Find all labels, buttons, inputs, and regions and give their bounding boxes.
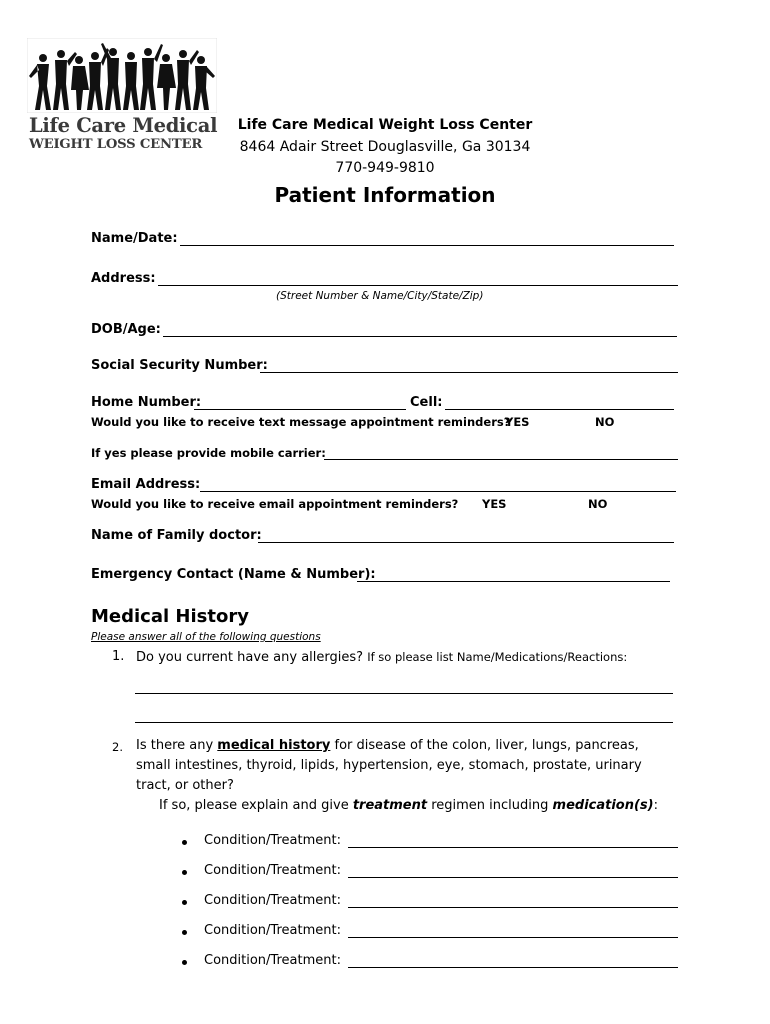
condition-field-5[interactable] — [348, 967, 678, 968]
dob-age-field[interactable] — [163, 336, 677, 337]
condition-field-4[interactable] — [348, 937, 678, 938]
mobile-carrier-field[interactable] — [324, 459, 678, 460]
page-title: Patient Information — [274, 183, 496, 207]
address-label: Address: — [91, 271, 156, 286]
question-1-number: 1. — [112, 649, 125, 664]
condition-label-5: Condition/Treatment: — [204, 953, 341, 968]
name-date-label: Name/Date: — [91, 231, 178, 246]
question-1-text: Do you current have any allergies? — [136, 650, 364, 665]
ssn-field[interactable] — [260, 372, 678, 373]
explain-text-middle: regimen including — [427, 798, 553, 813]
question-1 — [136, 647, 627, 668]
text-reminder-question: Would you like to receive text message appointment reminders? — [91, 415, 511, 429]
explain-emphasis-medication: medication(s) — [552, 798, 654, 813]
email-label: Email Address: — [91, 477, 201, 492]
condition-field-1[interactable] — [348, 847, 678, 848]
emergency-contact-label: Emergency Contact (Name & Number): — [91, 567, 376, 582]
bullet-icon — [182, 960, 187, 965]
question-1-instruction: If so please list Name/Medications/Reactions: — [367, 650, 628, 664]
emergency-contact-field[interactable] — [357, 581, 670, 582]
email-reminder-question: Would you like to receive email appointment reminders? — [91, 497, 459, 511]
medical-history-heading: Medical History — [91, 606, 249, 627]
logo-tagline: WEIGHT LOSS CENTER — [29, 137, 203, 152]
condition-label-1: Condition/Treatment: — [204, 833, 341, 848]
bullet-icon — [182, 840, 187, 845]
question-2-number: 2. — [112, 740, 123, 754]
question-2-text-start: Is there any — [136, 738, 218, 753]
bullet-icon — [182, 870, 187, 875]
question-2-text-end: for disease of the colon, liver, lungs, pancreas, small intestines, thyroid, lipids, hypertension, eye, stomach, prostate, urinary tract, or other? — [136, 738, 642, 793]
question-2 — [136, 736, 676, 796]
address-hint: (Street Number & Name/City/State/Zip) — [276, 290, 484, 302]
condition-label-2: Condition/Treatment: — [204, 863, 341, 878]
text-reminder-no[interactable]: NO — [595, 415, 615, 429]
address-field[interactable] — [158, 285, 678, 286]
question-2-explain — [159, 796, 658, 816]
dob-age-label: DOB/Age: — [91, 322, 161, 337]
bullet-icon — [182, 930, 187, 935]
ssn-label: Social Security Number: — [91, 358, 268, 373]
allergies-answer-line-2[interactable] — [135, 722, 673, 723]
logo-name: Life Care Medical — [29, 114, 218, 137]
cell-field[interactable] — [445, 409, 674, 410]
home-number-label: Home Number: — [91, 395, 202, 410]
cell-label: Cell: — [410, 395, 443, 410]
allergies-answer-line-1[interactable] — [135, 693, 673, 694]
email-reminder-no[interactable]: NO — [588, 497, 608, 511]
condition-label-4: Condition/Treatment: — [204, 923, 341, 938]
medical-history-instructions: Please answer all of the following questions — [91, 631, 321, 643]
clinic-phone: 770-949-9810 — [335, 160, 435, 176]
clinic-name: Life Care Medical Weight Loss Center — [237, 117, 533, 133]
question-2-emphasis: medical history — [217, 738, 331, 753]
dancing-people-silhouette-icon — [27, 38, 217, 113]
email-reminder-yes[interactable]: YES — [482, 497, 507, 511]
text-reminder-yes[interactable]: YES — [505, 415, 530, 429]
family-doctor-field[interactable] — [258, 542, 674, 543]
mobile-carrier-label: If yes please provide mobile carrier: — [91, 446, 326, 460]
clinic-address: 8464 Adair Street Douglasville, Ga 30134 — [239, 139, 531, 155]
home-number-field[interactable] — [194, 409, 406, 410]
explain-text-start: If so, please explain and give — [159, 798, 353, 813]
condition-field-3[interactable] — [348, 907, 678, 908]
family-doctor-label: Name of Family doctor: — [91, 528, 262, 543]
name-date-field[interactable] — [180, 245, 674, 246]
condition-field-2[interactable] — [348, 877, 678, 878]
explain-text-end: : — [653, 798, 659, 813]
bullet-icon — [182, 900, 187, 905]
condition-label-3: Condition/Treatment: — [204, 893, 341, 908]
email-field[interactable] — [200, 491, 676, 492]
explain-emphasis-treatment: treatment — [352, 798, 428, 813]
